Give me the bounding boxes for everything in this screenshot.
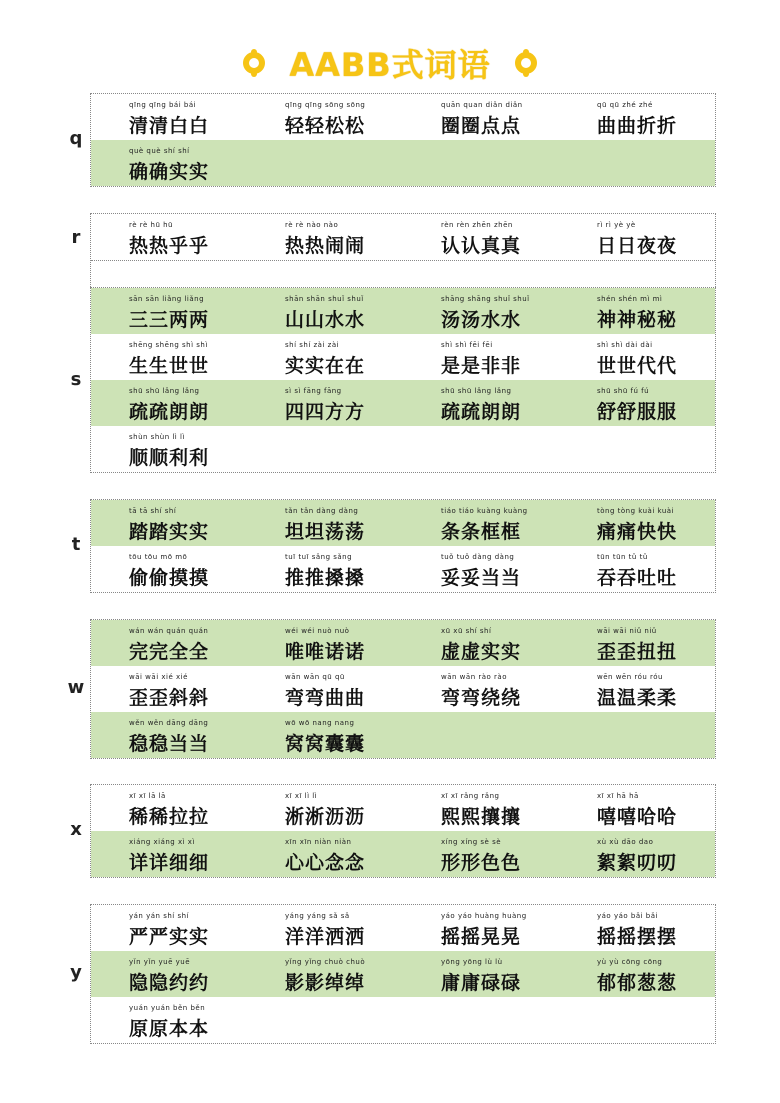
- word-text: 疏疏朗朗: [441, 401, 522, 423]
- word-cell: [91, 500, 247, 546]
- word-cell: [91, 905, 247, 951]
- word-cell: [559, 546, 715, 592]
- section-letter: y: [70, 962, 82, 983]
- word-text: 痛痛快快: [597, 521, 678, 543]
- word-text: 原原本本: [129, 1018, 210, 1040]
- word-table: [90, 904, 716, 1044]
- pinyin-label: què què shí shí: [129, 147, 190, 155]
- table-row: [91, 380, 715, 426]
- word-text: 形形色色: [441, 852, 522, 874]
- word-cell: [247, 666, 403, 712]
- word-table: [90, 213, 716, 291]
- word-text: 神神秘秘: [597, 309, 678, 331]
- word-text: 四四方方: [285, 401, 366, 423]
- word-text: 摇摇摆摆: [597, 926, 678, 948]
- word-text: 郁郁葱葱: [597, 972, 678, 994]
- pinyin-label: quān quan diǎn diǎn: [441, 101, 523, 109]
- word-text: 推推搡搡: [285, 567, 366, 589]
- pinyin-label: wěn wěn dāng dāng: [129, 719, 209, 727]
- word-cell: [91, 546, 247, 592]
- word-cell: [403, 546, 559, 592]
- word-text: 熙熙攘攘: [441, 806, 522, 828]
- word-cell: [559, 214, 715, 260]
- word-cell: [559, 666, 715, 712]
- word-cell: [247, 334, 403, 380]
- word-text: 详详细细: [129, 852, 210, 874]
- word-table: [90, 784, 716, 878]
- word-cell: [91, 785, 247, 831]
- word-cell: [403, 214, 559, 260]
- pinyin-label: tūn tūn tǔ tǔ: [597, 553, 648, 561]
- word-text: 汤汤水水: [441, 309, 522, 331]
- word-text: 偷偷摸摸: [129, 567, 210, 589]
- word-text: 生生世世: [129, 355, 210, 377]
- pinyin-label: rè rè hū hū: [129, 221, 173, 229]
- table-row: [91, 620, 715, 666]
- pinyin-label: sì sì fāng fāng: [285, 387, 342, 395]
- title-bar: [0, 40, 780, 86]
- word-cell: [91, 426, 247, 472]
- word-cell: [91, 214, 247, 260]
- word-cell: [559, 500, 715, 546]
- word-cell: [403, 500, 559, 546]
- pinyin-label: wāi wāi xié xié: [129, 673, 188, 681]
- word-text: 完完全全: [129, 641, 210, 663]
- pinyin-label: xù xù dāo dao: [597, 838, 654, 846]
- word-text: 清清白白: [129, 115, 210, 137]
- word-text: 确确实实: [129, 161, 210, 183]
- pinyin-label: xī xī rǎng rǎng: [441, 792, 500, 800]
- table-row: [91, 426, 715, 472]
- word-text: 歪歪斜斜: [129, 687, 210, 709]
- sun-decoration-right-icon: [515, 52, 537, 74]
- word-text: 疏疏朗朗: [129, 401, 210, 423]
- word-text: 稀稀拉拉: [129, 806, 210, 828]
- pinyin-label: tuī tuī sǎng sǎng: [285, 553, 353, 561]
- pinyin-label: yáo yáo huàng huàng: [441, 912, 527, 920]
- table-row: [91, 905, 715, 951]
- word-cell: [91, 620, 247, 666]
- pinyin-label: qū qū zhé zhé: [597, 101, 653, 109]
- word-text: 热热乎乎: [129, 235, 210, 257]
- word-cell: [403, 94, 559, 140]
- word-text: 山山水水: [285, 309, 366, 331]
- pinyin-label: wēn wēn róu róu: [597, 673, 663, 681]
- word-cell: [247, 620, 403, 666]
- pinyin-label: yǐn yǐn yuē yuē: [129, 958, 190, 966]
- word-cell: [91, 140, 247, 186]
- word-text: 隐隐约约: [129, 972, 210, 994]
- word-text: 实实在在: [285, 355, 366, 377]
- word-text: 三三两两: [129, 309, 210, 331]
- word-text: 影影绰绰: [285, 972, 366, 994]
- word-cell: [91, 951, 247, 997]
- pinyin-label: shū shū lǎng lǎng: [129, 387, 200, 395]
- word-cell: [91, 997, 247, 1043]
- word-table: [90, 93, 716, 187]
- pinyin-label: shì shì fēi fēi: [441, 341, 493, 349]
- section-letter: r: [71, 227, 81, 248]
- word-text: 淅淅沥沥: [285, 806, 366, 828]
- pinyin-label: xī xī lā lā: [129, 792, 166, 800]
- pinyin-label: tuǒ tuǒ dàng dàng: [441, 553, 515, 561]
- word-text: 坦坦荡荡: [285, 521, 366, 543]
- word-cell: [403, 951, 559, 997]
- word-cell: [559, 288, 715, 334]
- word-cell: [559, 831, 715, 877]
- pinyin-label: yán yán shí shí: [129, 912, 189, 920]
- word-cell: [247, 546, 403, 592]
- word-text: 曲曲折折: [597, 115, 678, 137]
- word-text: 虚虚实实: [441, 641, 522, 663]
- word-text: 严严实实: [129, 926, 210, 948]
- word-cell: [91, 94, 247, 140]
- pinyin-label: wān wān rào rào: [441, 673, 507, 681]
- section-letter: q: [69, 128, 83, 149]
- word-text: 絮絮叨叨: [597, 852, 678, 874]
- pinyin-label: tā tā shí shí: [129, 507, 177, 515]
- word-text: 温温柔柔: [597, 687, 678, 709]
- pinyin-label: yáng yáng sǎ sǎ: [285, 912, 350, 920]
- word-table: [90, 619, 716, 759]
- word-text: 弯弯绕绕: [441, 687, 522, 709]
- pinyin-label: wān wān qū qū: [285, 673, 345, 681]
- page-title: AABB式词语: [289, 46, 491, 84]
- table-row: [91, 214, 715, 260]
- word-cell: [247, 380, 403, 426]
- word-cell: [91, 288, 247, 334]
- pinyin-label: qīng qīng bái bái: [129, 101, 197, 109]
- word-cell: [559, 951, 715, 997]
- word-text: 踏踏实实: [129, 521, 210, 543]
- pinyin-label: tǎn tǎn dàng dàng: [285, 507, 359, 515]
- table-row: [91, 288, 715, 334]
- pinyin-label: sān sān liǎng liǎng: [129, 295, 205, 303]
- word-text: 吞吞吐吐: [597, 567, 678, 589]
- word-text: 摇摇晃晃: [441, 926, 522, 948]
- pinyin-label: yù yù cōng cōng: [597, 958, 663, 966]
- word-cell: [559, 94, 715, 140]
- word-cell: [91, 666, 247, 712]
- word-cell: [559, 380, 715, 426]
- word-cell: [91, 334, 247, 380]
- table-row: [91, 997, 715, 1043]
- pinyin-label: yuán yuán běn běn: [129, 1004, 206, 1012]
- table-row: [91, 712, 715, 758]
- table-row: [91, 951, 715, 997]
- pinyin-label: wāi wāi niǔ niǔ: [597, 627, 657, 635]
- word-text: 妥妥当当: [441, 567, 522, 589]
- pinyin-label: shùn shùn lì lì: [129, 433, 185, 441]
- word-text: 日日夜夜: [597, 235, 678, 257]
- pinyin-label: xī xī lì lì: [285, 792, 318, 800]
- word-text: 舒舒服服: [597, 401, 678, 423]
- sun-decoration-left-icon: [243, 52, 265, 74]
- word-cell: [403, 380, 559, 426]
- word-cell: [91, 712, 247, 758]
- table-row: [91, 666, 715, 712]
- section-letter: x: [70, 819, 82, 840]
- word-cell: [403, 288, 559, 334]
- pinyin-label: shān shān shuǐ shuǐ: [285, 295, 364, 303]
- word-text: 是是非非: [441, 355, 522, 377]
- word-cell: [247, 288, 403, 334]
- word-cell: [247, 905, 403, 951]
- section-letter: w: [67, 677, 85, 698]
- pinyin-label: yōng yōng lù lù: [441, 958, 503, 966]
- pinyin-label: rèn rèn zhēn zhēn: [441, 221, 513, 229]
- pinyin-label: tòng tòng kuài kuài: [597, 507, 675, 515]
- pinyin-label: shén shén mì mì: [597, 295, 663, 303]
- word-text: 唯唯诺诺: [285, 641, 366, 663]
- word-text: 庸庸碌碌: [441, 972, 522, 994]
- word-text: 弯弯曲曲: [285, 687, 366, 709]
- word-cell: [247, 831, 403, 877]
- word-text: 条条框框: [441, 521, 522, 543]
- pinyin-label: wán wán quán quán: [129, 627, 209, 635]
- pinyin-label: shāng shāng shuǐ shuǐ: [441, 295, 530, 303]
- word-text: 热热闹闹: [285, 235, 366, 257]
- pinyin-label: wéi wéi nuò nuò: [285, 627, 350, 635]
- table-row: [91, 546, 715, 592]
- table-row: [91, 831, 715, 877]
- table-row: [91, 94, 715, 140]
- pinyin-label: rè rè nào nào: [285, 221, 339, 229]
- table-row: [91, 334, 715, 380]
- pinyin-label: xiáng xiáng xì xì: [129, 838, 195, 846]
- pinyin-label: shū shū lǎng lǎng: [441, 387, 512, 395]
- pinyin-label: shēng shēng shì shì: [129, 341, 208, 349]
- pinyin-label: tiáo tiáo kuàng kuàng: [441, 507, 528, 515]
- word-cell: [559, 334, 715, 380]
- section-letter: s: [70, 369, 82, 390]
- pinyin-label: rì rì yè yè: [597, 221, 636, 229]
- word-cell: [403, 831, 559, 877]
- word-text: 洋洋洒洒: [285, 926, 366, 948]
- word-cell: [403, 905, 559, 951]
- word-cell: [91, 831, 247, 877]
- word-cell: [247, 712, 403, 758]
- pinyin-label: xū xū shí shí: [441, 627, 492, 635]
- section-letter: t: [71, 534, 81, 555]
- table-row: [91, 140, 715, 186]
- word-cell: [403, 334, 559, 380]
- pinyin-label: xī xī hā hā: [597, 792, 639, 800]
- pinyin-label: xīn xīn niàn niàn: [285, 838, 352, 846]
- word-cell: [247, 951, 403, 997]
- word-cell: [247, 500, 403, 546]
- word-cell: [559, 905, 715, 951]
- word-cell: [403, 620, 559, 666]
- word-cell: [91, 380, 247, 426]
- word-text: 轻轻松松: [285, 115, 366, 137]
- pinyin-label: yǐng yǐng chuò chuò: [285, 958, 366, 966]
- word-cell: [559, 785, 715, 831]
- word-table: [90, 287, 716, 473]
- word-text: 嘻嘻哈哈: [597, 806, 678, 828]
- empty-row: [91, 260, 715, 290]
- word-text: 顺顺利利: [129, 447, 210, 469]
- pinyin-label: yáo yáo bǎi bǎi: [597, 912, 658, 920]
- word-text: 歪歪扭扭: [597, 641, 678, 663]
- pinyin-label: xíng xíng sè sè: [441, 838, 502, 846]
- word-text: 稳稳当当: [129, 733, 210, 755]
- pinyin-label: shí shí zài zài: [285, 341, 340, 349]
- word-cell: [403, 785, 559, 831]
- word-cell: [247, 214, 403, 260]
- word-cell: [559, 620, 715, 666]
- table-row: [91, 500, 715, 546]
- word-cell: [247, 94, 403, 140]
- pinyin-label: shū shū fú fú: [597, 387, 650, 395]
- pinyin-label: tōu tōu mō mō: [129, 553, 188, 561]
- pinyin-label: qīng qīng sōng sōng: [285, 101, 366, 109]
- word-text: 心心念念: [285, 852, 366, 874]
- word-text: 圈圈点点: [441, 115, 522, 137]
- word-table: [90, 499, 716, 593]
- pinyin-label: wō wō nang nang: [285, 719, 355, 727]
- table-row: [91, 785, 715, 831]
- word-cell: [247, 785, 403, 831]
- word-cell: [403, 666, 559, 712]
- pinyin-label: shì shì dài dài: [597, 341, 653, 349]
- word-text: 认认真真: [441, 235, 522, 257]
- word-text: 世世代代: [597, 355, 678, 377]
- word-text: 窝窝囊囊: [285, 733, 366, 755]
